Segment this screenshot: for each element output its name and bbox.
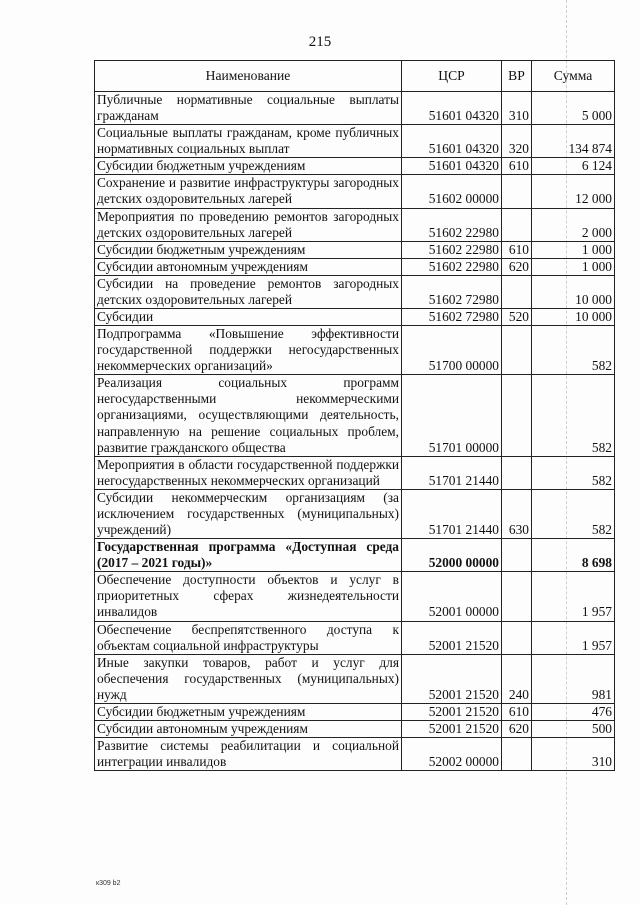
cell-name: Обеспечение доступности объектов и услуг в приоритетных сферах жизнедеятельности инвалидов	[95, 572, 402, 621]
cell-csr: 51602 72980	[402, 275, 502, 308]
cell-vr	[502, 539, 532, 572]
cell-name: Иные закупки товаров, работ и услуг для обеспечения государственных (муниципальных) нужд	[95, 654, 402, 703]
cell-sum: 582	[532, 375, 615, 456]
cell-vr	[502, 572, 532, 621]
cell-sum: 10 000	[532, 309, 615, 326]
cell-name: Субсидии автономным учреждениям	[95, 258, 402, 275]
cell-vr: 610	[502, 241, 532, 258]
table-row	[95, 241, 615, 258]
cell-csr: 52001 21520	[402, 703, 502, 720]
table-row	[95, 375, 615, 456]
cell-sum: 476	[532, 703, 615, 720]
cell-vr: 630	[502, 489, 532, 538]
cell-sum: 10 000	[532, 275, 615, 308]
cell-name: Субсидии	[95, 309, 402, 326]
table-body	[95, 92, 615, 771]
table-row	[95, 326, 615, 375]
table-row	[95, 309, 615, 326]
cell-csr: 51701 21440	[402, 489, 502, 538]
cell-vr: 320	[502, 125, 532, 158]
table-header-row	[95, 61, 615, 92]
cell-name: Субсидии бюджетным учреждениям	[95, 241, 402, 258]
cell-name: Субсидии бюджетным учреждениям	[95, 158, 402, 175]
table-row	[95, 539, 615, 572]
cell-sum: 2 000	[532, 208, 615, 241]
cell-name: Государственная программа «Доступная среда (2017 – 2021 годы)»	[95, 539, 402, 572]
cell-csr: 51701 21440	[402, 456, 502, 489]
cell-csr: 52001 21520	[402, 720, 502, 737]
cell-vr	[502, 326, 532, 375]
cell-vr: 620	[502, 720, 532, 737]
cell-sum: 582	[532, 489, 615, 538]
cell-vr: 240	[502, 654, 532, 703]
cell-vr: 610	[502, 703, 532, 720]
cell-csr: 52001 00000	[402, 572, 502, 621]
cell-csr: 51701 00000	[402, 375, 502, 456]
cell-name: Субсидии некоммерческим организациям (за исключением государственных (муниципальных) учреждений)	[95, 489, 402, 538]
cell-vr: 310	[502, 92, 532, 125]
header-name: Наименование	[95, 61, 402, 92]
cell-vr	[502, 208, 532, 241]
footer-code: к309 b2	[96, 880, 121, 887]
table-row	[95, 621, 615, 654]
table-row	[95, 275, 615, 308]
cell-vr: 620	[502, 258, 532, 275]
cell-csr: 51602 72980	[402, 309, 502, 326]
cell-name: Реализация социальных программ негосударственными некоммерческими организациями, осуществляющими деятельность, направленную на решение социальных проблем, развитие гражданского общества	[95, 375, 402, 456]
cell-vr	[502, 621, 532, 654]
cell-csr: 51602 22980	[402, 241, 502, 258]
cell-name: Субсидии бюджетным учреждениям	[95, 703, 402, 720]
cell-name: Сохранение и развитие инфраструктуры загородных детских оздоровительных лагерей	[95, 175, 402, 208]
cell-sum: 582	[532, 326, 615, 375]
cell-sum: 6 124	[532, 158, 615, 175]
table-row	[95, 208, 615, 241]
cell-vr: 610	[502, 158, 532, 175]
cell-sum: 1 957	[532, 572, 615, 621]
table-row	[95, 158, 615, 175]
cell-name: Мероприятия в области государственной поддержки негосударственных некоммерческих организаций	[95, 456, 402, 489]
table-row	[95, 456, 615, 489]
cell-vr	[502, 275, 532, 308]
cell-vr	[502, 375, 532, 456]
table-row	[95, 720, 615, 737]
cell-csr: 52000 00000	[402, 539, 502, 572]
cell-name: Мероприятия по проведению ремонтов загородных детских оздоровительных лагерей	[95, 208, 402, 241]
cell-sum: 1 000	[532, 258, 615, 275]
cell-sum: 12 000	[532, 175, 615, 208]
cell-sum: 134 874	[532, 125, 615, 158]
table-row	[95, 654, 615, 703]
cell-name: Субсидии автономным учреждениям	[95, 720, 402, 737]
header-sum: Сумма	[532, 61, 615, 92]
cell-vr	[502, 738, 532, 771]
cell-vr: 520	[502, 309, 532, 326]
cell-sum: 310	[532, 738, 615, 771]
cell-name: Обеспечение беспрепятственного доступа к объектам социальной инфраструктуры	[95, 621, 402, 654]
cell-csr: 51602 00000	[402, 175, 502, 208]
cell-sum: 5 000	[532, 92, 615, 125]
cell-name: Публичные нормативные социальные выплаты гражданам	[95, 92, 402, 125]
header-vr: ВР	[502, 61, 532, 92]
cell-csr: 51601 04320	[402, 92, 502, 125]
cell-name: Развитие системы реабилитации и социальной интеграции инвалидов	[95, 738, 402, 771]
cell-sum: 500	[532, 720, 615, 737]
cell-csr: 52002 00000	[402, 738, 502, 771]
cell-csr: 51602 22980	[402, 208, 502, 241]
table-row	[95, 92, 615, 125]
cell-csr: 51601 04320	[402, 125, 502, 158]
cell-csr: 52001 21520	[402, 621, 502, 654]
cell-sum: 8 698	[532, 539, 615, 572]
table-row	[95, 489, 615, 538]
cell-sum: 582	[532, 456, 615, 489]
header-csr: ЦСР	[402, 61, 502, 92]
table-row	[95, 258, 615, 275]
budget-table	[94, 60, 615, 771]
cell-sum: 1 000	[532, 241, 615, 258]
cell-csr: 51700 00000	[402, 326, 502, 375]
cell-csr: 52001 21520	[402, 654, 502, 703]
cell-csr: 51601 04320	[402, 158, 502, 175]
table-row	[95, 703, 615, 720]
cell-name: Подпрограмма «Повышение эффективности государственной поддержки негосударственных некоммерческих организаций»	[95, 326, 402, 375]
cell-csr: 51602 22980	[402, 258, 502, 275]
cell-sum: 1 957	[532, 621, 615, 654]
cell-vr	[502, 456, 532, 489]
page-number: 215	[308, 34, 332, 50]
table-row	[95, 572, 615, 621]
cell-name: Субсидии на проведение ремонтов загородных детских оздоровительных лагерей	[95, 275, 402, 308]
cell-vr	[502, 175, 532, 208]
cell-sum: 981	[532, 654, 615, 703]
table-row	[95, 175, 615, 208]
table-row	[95, 738, 615, 771]
cell-name: Социальные выплаты гражданам, кроме публичных нормативных социальных выплат	[95, 125, 402, 158]
table-row	[95, 125, 615, 158]
